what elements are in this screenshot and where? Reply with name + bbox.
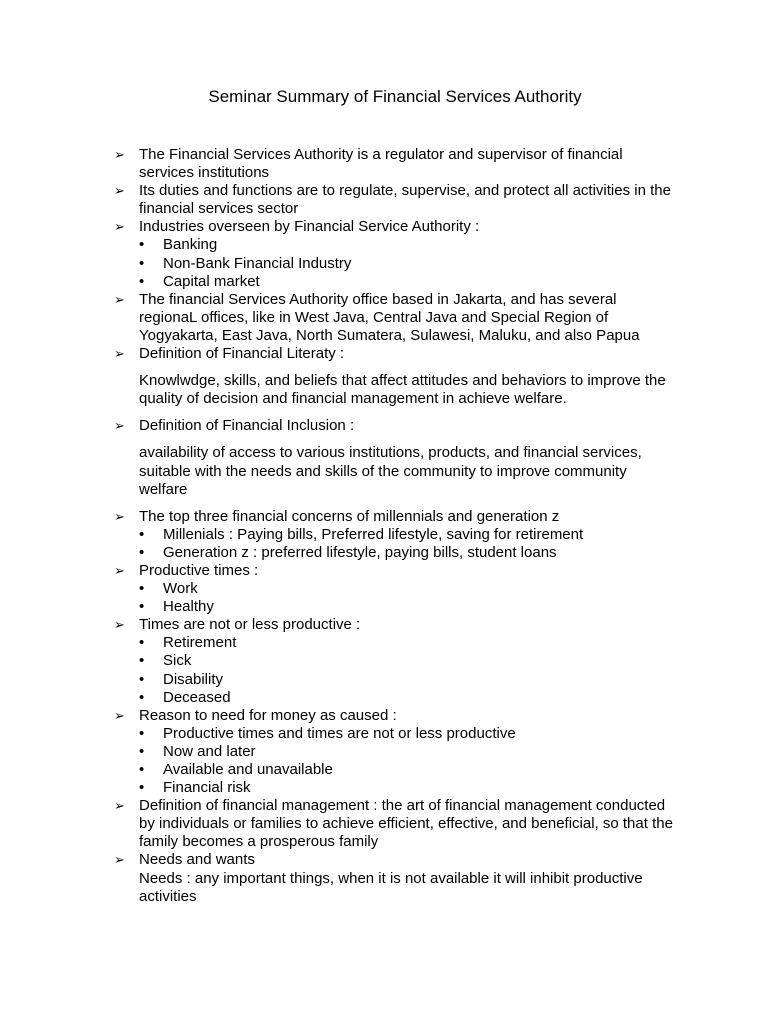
arrow-bullet-icon: ➢ <box>114 798 125 814</box>
arrow-bullet-icon: ➢ <box>114 707 125 723</box>
dot-bullet-icon: • <box>139 742 145 760</box>
sub-list-item <box>114 689 674 707</box>
list-item-text: Productive times : <box>139 561 259 579</box>
sub-list-item-text: Disability <box>163 670 224 688</box>
arrow-bullet-icon: ➢ <box>114 183 125 199</box>
list-item-text: The Financial Services Authority is a regulator and supervisor of financial services institutions <box>139 146 623 182</box>
list-item-text: Needs and wants <box>139 851 255 869</box>
arrow-bullet-icon: ➢ <box>114 147 125 162</box>
arrow-bullet-icon: ➢ <box>114 219 125 235</box>
arrow-bullet-icon: ➢ <box>114 508 125 524</box>
sub-list-item-text: Financial risk <box>163 779 251 797</box>
list-item-text: The top three financial concerns of millennials and generation z <box>139 507 560 525</box>
dot-bullet-icon: • <box>139 236 145 254</box>
definition-paragraph: Knowlwdge, skills, and beliefs that affect attitudes and behaviors to improve the quality of decision and financial management in achieve welfare. <box>139 372 666 408</box>
list-item <box>114 345 674 363</box>
list-item-text: Its duties and functions are to regulate, supervise, and protect all activities in the financial services sector <box>139 182 671 218</box>
list-item-text: The financial Services Authority office based in Jakarta, and has several regionaL offices, like in West Java, Central Java and Special Region of Yogyakarta, East Java, North Sumatera, Sulawesi, Maluku, and also Papua <box>139 290 640 344</box>
list-item <box>114 146 674 182</box>
arrow-bullet-icon: ➢ <box>114 562 125 578</box>
sub-list-item <box>114 779 674 797</box>
list-item <box>114 616 674 634</box>
sub-list-item-text: Healthy <box>163 598 214 616</box>
sub-list-item <box>114 652 674 670</box>
list-item <box>114 851 674 869</box>
list-item <box>114 417 674 435</box>
dot-bullet-icon: • <box>139 779 145 797</box>
sub-list-item-text: Sick <box>163 652 192 670</box>
sub-list-item-text: Generation z : preferred lifestyle, paying bills, student loans <box>163 543 557 561</box>
list-item-text: Definition of Financial Literaty : <box>139 345 345 363</box>
sub-list-item <box>114 598 674 616</box>
sub-list-item <box>114 236 674 254</box>
sub-list-item <box>114 743 674 761</box>
sub-list-item-text: Millenials : Paying bills, Preferred lifestyle, saving for retirement <box>163 525 584 543</box>
sub-list-item-text: Banking <box>163 236 218 254</box>
list-item-text: Industries overseen by Financial Service Authority : <box>139 218 480 236</box>
sub-list-item <box>114 255 674 273</box>
list-item-text: Definition of Financial Inclusion : <box>139 417 355 435</box>
dot-bullet-icon: • <box>139 543 145 561</box>
sub-list-item-text: Non-Bank Financial Industry <box>163 254 352 272</box>
sub-list-item <box>114 544 674 562</box>
list-item-text: Times are not or less productive : <box>139 616 361 634</box>
sub-list-item-text: Now and later <box>163 742 256 760</box>
list-item <box>114 797 674 851</box>
sub-list-item <box>114 671 674 689</box>
arrow-bullet-icon: ➢ <box>114 852 125 868</box>
dot-bullet-icon: • <box>139 652 145 670</box>
dot-bullet-icon: • <box>139 598 145 616</box>
dot-bullet-icon: • <box>139 254 145 272</box>
document-title: Seminar Summary of Financial Services Authority <box>208 87 582 106</box>
dot-bullet-icon: • <box>139 272 145 290</box>
sub-list-item-text: Capital market <box>163 272 260 290</box>
arrow-bullet-icon: ➢ <box>114 617 125 633</box>
arrow-bullet-icon: ➢ <box>114 418 125 434</box>
needs-paragraph: Needs : any important things, when it is not available it will inhibit productive activities <box>139 869 643 905</box>
dot-bullet-icon: • <box>139 525 145 543</box>
dot-bullet-icon: • <box>139 688 145 706</box>
sub-list-item-text: Available and unavailable <box>163 761 333 778</box>
sub-list-item-text: Productive times and times are not or less productive <box>163 724 516 742</box>
sub-list-item <box>114 725 674 743</box>
sub-list-item-text: Work <box>163 580 198 598</box>
dot-bullet-icon: • <box>139 634 145 652</box>
list-item <box>114 707 674 725</box>
list-item <box>114 508 674 526</box>
dot-bullet-icon: • <box>139 761 145 778</box>
arrow-bullet-icon: ➢ <box>114 346 125 362</box>
sub-list-item <box>114 634 674 652</box>
sub-list-item <box>114 580 674 598</box>
list-item-text: Definition of financial management : the art of financial management conducted by individuals or families to achieve efficient, effective, and beneficial, so that the family becomes a prosperous family <box>139 797 673 851</box>
list-item <box>114 562 674 580</box>
sub-list-item-text: Deceased <box>163 688 231 706</box>
list-item <box>114 182 674 218</box>
sub-list-item <box>114 273 674 291</box>
dot-bullet-icon: • <box>139 724 145 742</box>
list-item <box>114 218 674 236</box>
list-item <box>114 291 674 345</box>
definition-paragraph: availability of access to various institutions, products, and financial services, suitable with the needs and skills of the community to improve community welfare <box>139 444 642 498</box>
sub-list-item-text: Retirement <box>163 634 237 652</box>
dot-bullet-icon: • <box>139 580 145 598</box>
document-body <box>114 146 674 906</box>
sub-list-item <box>114 526 674 544</box>
dot-bullet-icon: • <box>139 670 145 688</box>
arrow-bullet-icon: ➢ <box>114 291 125 307</box>
sub-list-item <box>114 761 674 779</box>
list-item-text: Reason to need for money as caused : <box>139 706 397 724</box>
